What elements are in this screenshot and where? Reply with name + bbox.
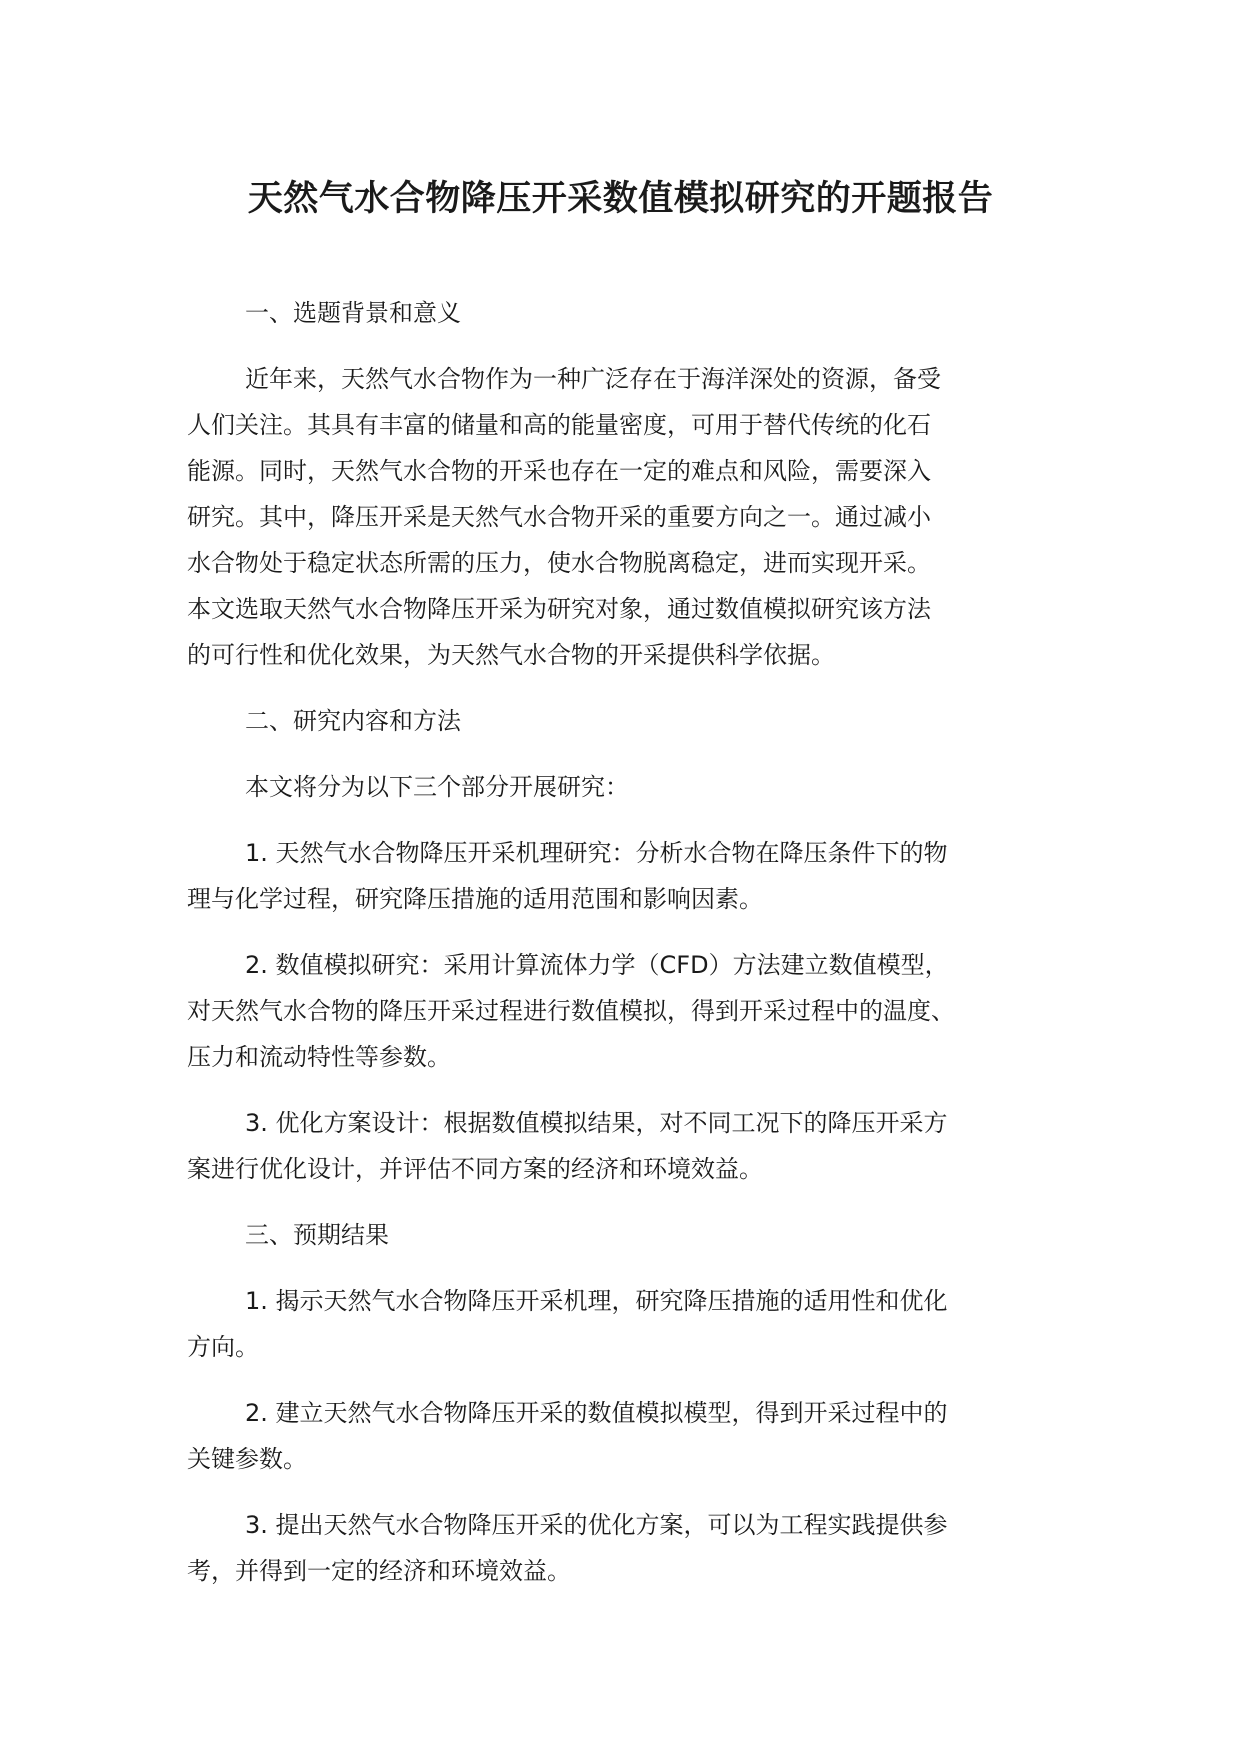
- paragraph-line: 3. 提出天然气水合物降压开采的优化方案，可以为工程实践提供参: [245, 1511, 948, 1539]
- paragraph-line: 水合物处于稳定状态所需的压力，使水合物脱离稳定，进而实现开采。: [187, 549, 931, 577]
- paragraph-line: 能源。同时，天然气水合物的开采也存在一定的难点和风险，需要深入: [187, 457, 931, 485]
- paragraph-line: 理与化学过程，研究降压措施的适用范围和影响因素。: [187, 885, 763, 913]
- document-body: [187, 290, 1057, 1614]
- paragraph-line: 3. 优化方案设计：根据数值模拟结果，对不同工况下的降压开采方: [245, 1109, 948, 1137]
- section-heading: 二、研究内容和方法: [245, 707, 461, 735]
- section-heading: 三、预期结果: [245, 1221, 389, 1249]
- paragraph-line: 对天然气水合物的降压开采过程进行数值模拟，得到开采过程中的温度、: [187, 997, 955, 1025]
- paragraph: [187, 764, 1057, 810]
- document-title: 天然气水合物降压开采数值模拟研究的开题报告: [247, 179, 994, 219]
- paragraph-line: 本文选取天然气水合物降压开采为研究对象，通过数值模拟研究该方法: [187, 595, 931, 623]
- paragraph: [187, 1502, 1057, 1594]
- paragraph-line: 2. 数值模拟研究：采用计算流体力学（CFD）方法建立数值模型，: [245, 951, 949, 979]
- paragraph-line: 的可行性和优化效果，为天然气水合物的开采提供科学依据。: [187, 641, 835, 669]
- paragraph-line: 压力和流动特性等参数。: [187, 1043, 451, 1071]
- paragraph-line: 2. 建立天然气水合物降压开采的数值模拟模型，得到开采过程中的: [245, 1399, 948, 1427]
- paragraph: [187, 830, 1057, 922]
- paragraph-line: 近年来，天然气水合物作为一种广泛存在于海洋深处的资源，备受: [245, 365, 941, 393]
- paragraph-line: 1. 天然气水合物降压开采机理研究：分析水合物在降压条件下的物: [245, 839, 948, 867]
- paragraph: [187, 1278, 1057, 1370]
- paragraph: [187, 1390, 1057, 1482]
- paragraph: [187, 356, 1057, 678]
- paragraph-line: 人们关注。其具有丰富的储量和高的能量密度，可用于替代传统的化石: [187, 411, 931, 439]
- paragraph: [187, 942, 1057, 1080]
- paragraph-line: 研究。其中，降压开采是天然气水合物开采的重要方向之一。通过减小: [187, 503, 931, 531]
- paragraph-line: 考，并得到一定的经济和环境效益。: [187, 1557, 571, 1585]
- paragraph: [187, 1100, 1057, 1192]
- paragraph-line: 方向。: [187, 1333, 259, 1361]
- paragraph-line: 本文将分为以下三个部分开展研究：: [245, 773, 629, 801]
- paragraph-line: 关键参数。: [187, 1445, 307, 1473]
- paragraph-line: 1. 揭示天然气水合物降压开采机理，研究降压措施的适用性和优化: [245, 1287, 948, 1315]
- section-heading: 一、选题背景和意义: [245, 299, 461, 327]
- paragraph-line: 案进行优化设计，并评估不同方案的经济和环境效益。: [187, 1155, 763, 1183]
